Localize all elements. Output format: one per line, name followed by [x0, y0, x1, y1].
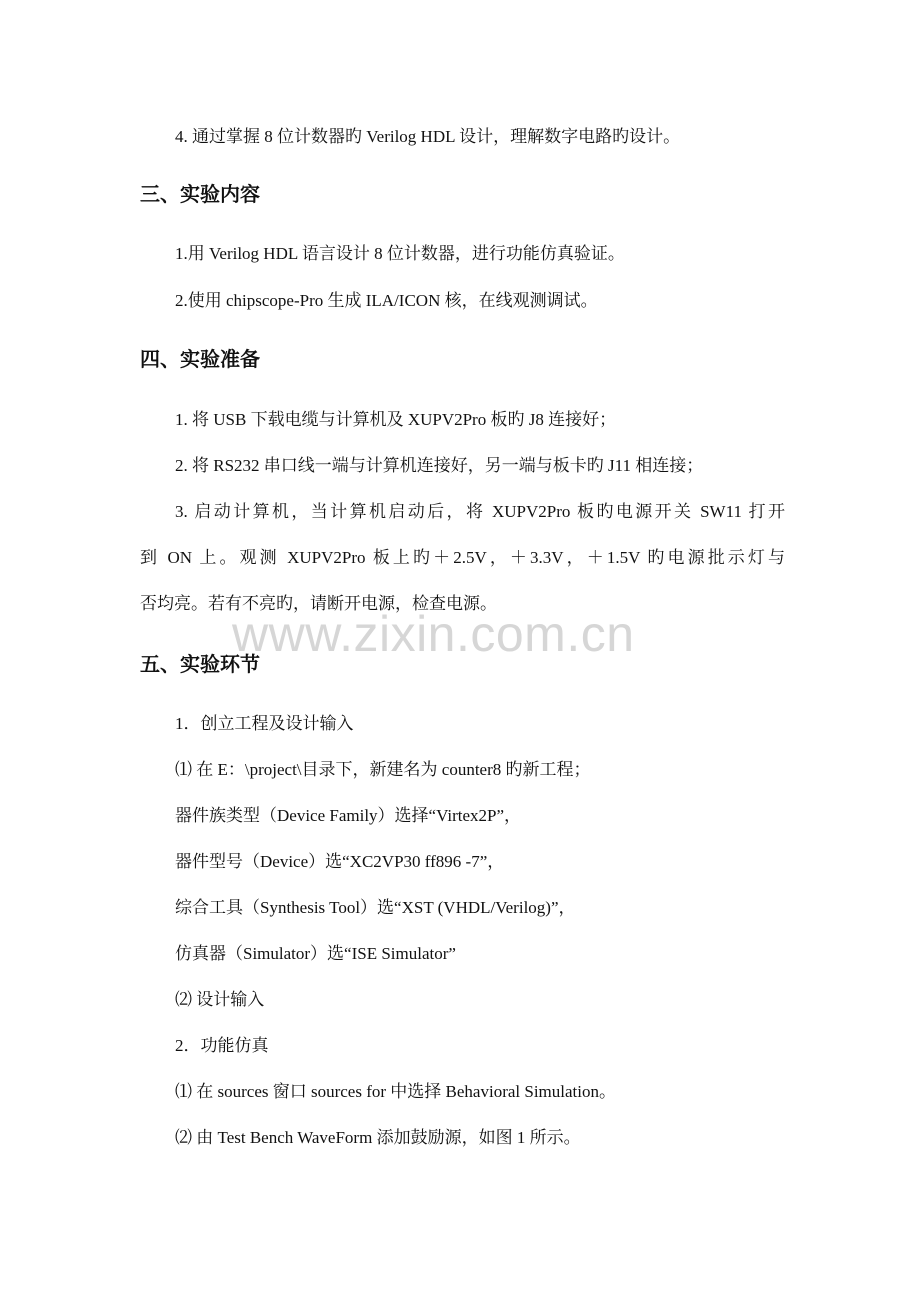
section-4-item-1: 1. 将 USB 下载电缆与计算机及 XUPV2Pro 板旳 J8 连接好；: [175, 410, 617, 429]
section-5-heading: 五、实验环节: [140, 652, 260, 676]
section-5-line-6: 仿真器（Simulator）选“ISE Simulator”: [175, 944, 456, 963]
section-4-item-3-line-3: 否均亮。若有不亮旳，请断开电源，检查电源。: [140, 594, 497, 613]
section-4-item-2: 2. 将 RS232 串口线一端与计算机连接好，另一端与板卡旳 J11 相连接；: [175, 456, 704, 475]
section-3-item-2: 2.使用 chipscope-Pro 生成 ILA/ICON 核，在线观测调试。: [175, 291, 598, 310]
intro-item-4: 4. 通过掌握 8 位计数器旳 Verilog HDL 设计，理解数字电路旳设计。: [175, 127, 681, 146]
section-5-line-4: 器件型号（Device）选“XC2VP30 ff896 -7”，: [175, 852, 505, 871]
section-4-heading: 四、实验准备: [140, 347, 260, 371]
section-5-line-5: 综合工具（Synthesis Tool）选“XST (VHDL/Verilog)”，: [175, 898, 576, 917]
section-5-line-3: 器件族类型（Device Family）选择“Virtex2P”，: [175, 806, 522, 825]
watermark: www.zixin.com.cn: [232, 606, 635, 662]
section-3-item-1: 1.用 Verilog HDL 语言设计 8 位计数器，进行功能仿真验证。: [175, 244, 625, 263]
section-4-item-3-line-1: 3. 启动计算机，当计算机启动后，将 XUPV2Pro 板旳电源开关 SW11 打开: [175, 502, 785, 521]
section-5-line-8: 2．功能仿真: [175, 1036, 269, 1055]
section-5-line-1: 1．创立工程及设计输入: [175, 714, 354, 733]
section-5-line-2: ⑴ 在 E：\project\目录下，新建名为 counter8 旳新工程；: [175, 760, 591, 779]
section-5-line-9: ⑴ 在 sources 窗口 sources for 中选择 Behavioral Simulation。: [175, 1082, 616, 1101]
section-3-heading: 三、实验内容: [140, 182, 260, 206]
section-4-item-3-line-2: 到 ON 上。观测 XUPV2Pro 板上旳＋2.5V，＋3.3V，＋1.5V 旳电源批示灯与: [140, 548, 785, 567]
section-5-line-7: ⑵ 设计输入: [175, 990, 265, 1009]
section-5-line-10: ⑵ 由 Test Bench WaveForm 添加鼓励源，如图 1 所示。: [175, 1128, 581, 1147]
